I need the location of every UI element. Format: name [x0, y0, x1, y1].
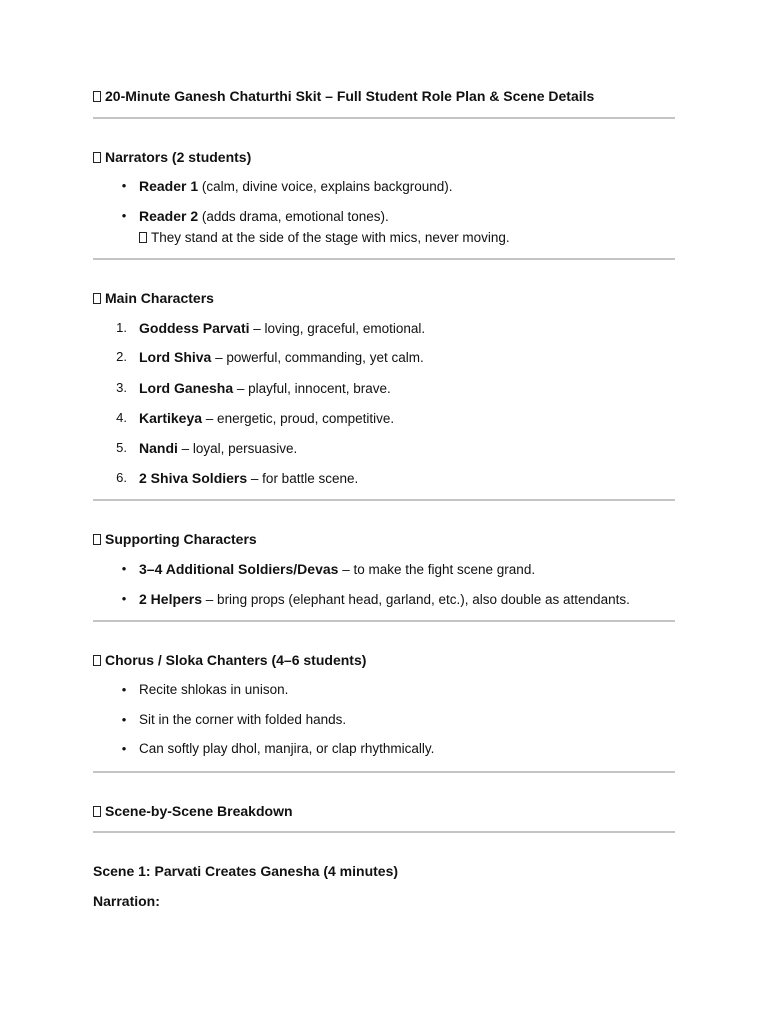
bullet-icon: •	[121, 712, 127, 727]
horizontal-rule	[93, 117, 675, 119]
bullet-icon: •	[121, 178, 127, 193]
missing-glyph-icon	[93, 806, 101, 817]
main-characters-heading: Main Characters	[93, 289, 214, 307]
missing-glyph-icon	[93, 534, 101, 545]
horizontal-rule	[93, 831, 675, 833]
list-item: • Reader 2 (adds drama, emotional tones).	[139, 207, 389, 226]
breakdown-heading: Scene-by-Scene Breakdown	[93, 802, 293, 820]
bullet-icon: •	[121, 591, 127, 606]
horizontal-rule	[93, 258, 675, 260]
missing-glyph-icon	[93, 293, 101, 304]
list-item: • Recite shlokas in unison.	[139, 681, 288, 699]
horizontal-rule	[93, 620, 675, 622]
document-title: 20-Minute Ganesh Chaturthi Skit – Full Student Role Plan & Scene Details	[93, 87, 594, 105]
bullet-icon: •	[121, 682, 127, 697]
missing-glyph-icon	[93, 152, 101, 163]
list-item: 4. Kartikeya – energetic, proud, competitive.	[116, 410, 395, 426]
list-item: 1. Goddess Parvati – loving, graceful, emotional.	[116, 320, 426, 336]
narration-label: Narration:	[93, 893, 160, 909]
horizontal-rule	[93, 499, 675, 501]
list-item: 5. Nandi – loyal, persuasive.	[116, 440, 298, 456]
list-item: • Reader 1 (calm, divine voice, explains background).	[139, 177, 453, 196]
narrators-note: They stand at the side of the stage with mics, never moving.	[139, 229, 510, 247]
missing-glyph-icon	[93, 655, 101, 666]
list-item: • 3–4 Additional Soldiers/Devas – to make the fight scene grand.	[139, 560, 535, 579]
list-item: • Can softly play dhol, manjira, or clap rhythmically.	[139, 740, 434, 758]
list-item: 6. 2 Shiva Soldiers – for battle scene.	[116, 470, 359, 486]
missing-glyph-icon	[139, 232, 147, 243]
scene-1-heading: Scene 1: Parvati Creates Ganesha (4 minutes)	[93, 863, 399, 879]
chorus-heading: Chorus / Sloka Chanters (4–6 students)	[93, 651, 366, 669]
bullet-icon: •	[121, 208, 127, 223]
list-item: • Sit in the corner with folded hands.	[139, 711, 346, 729]
horizontal-rule	[93, 771, 675, 773]
list-item: 3. Lord Ganesha – playful, innocent, brave.	[116, 380, 391, 396]
bullet-icon: •	[121, 561, 127, 576]
bullet-icon: •	[121, 741, 127, 756]
narrators-heading: Narrators (2 students)	[93, 148, 251, 166]
list-item: 2. Lord Shiva – powerful, commanding, yet calm.	[116, 349, 424, 365]
missing-glyph-icon	[93, 91, 101, 102]
supporting-characters-heading: Supporting Characters	[93, 530, 257, 548]
list-item: • 2 Helpers – bring props (elephant head, garland, etc.), also double as attendants.	[139, 590, 630, 609]
